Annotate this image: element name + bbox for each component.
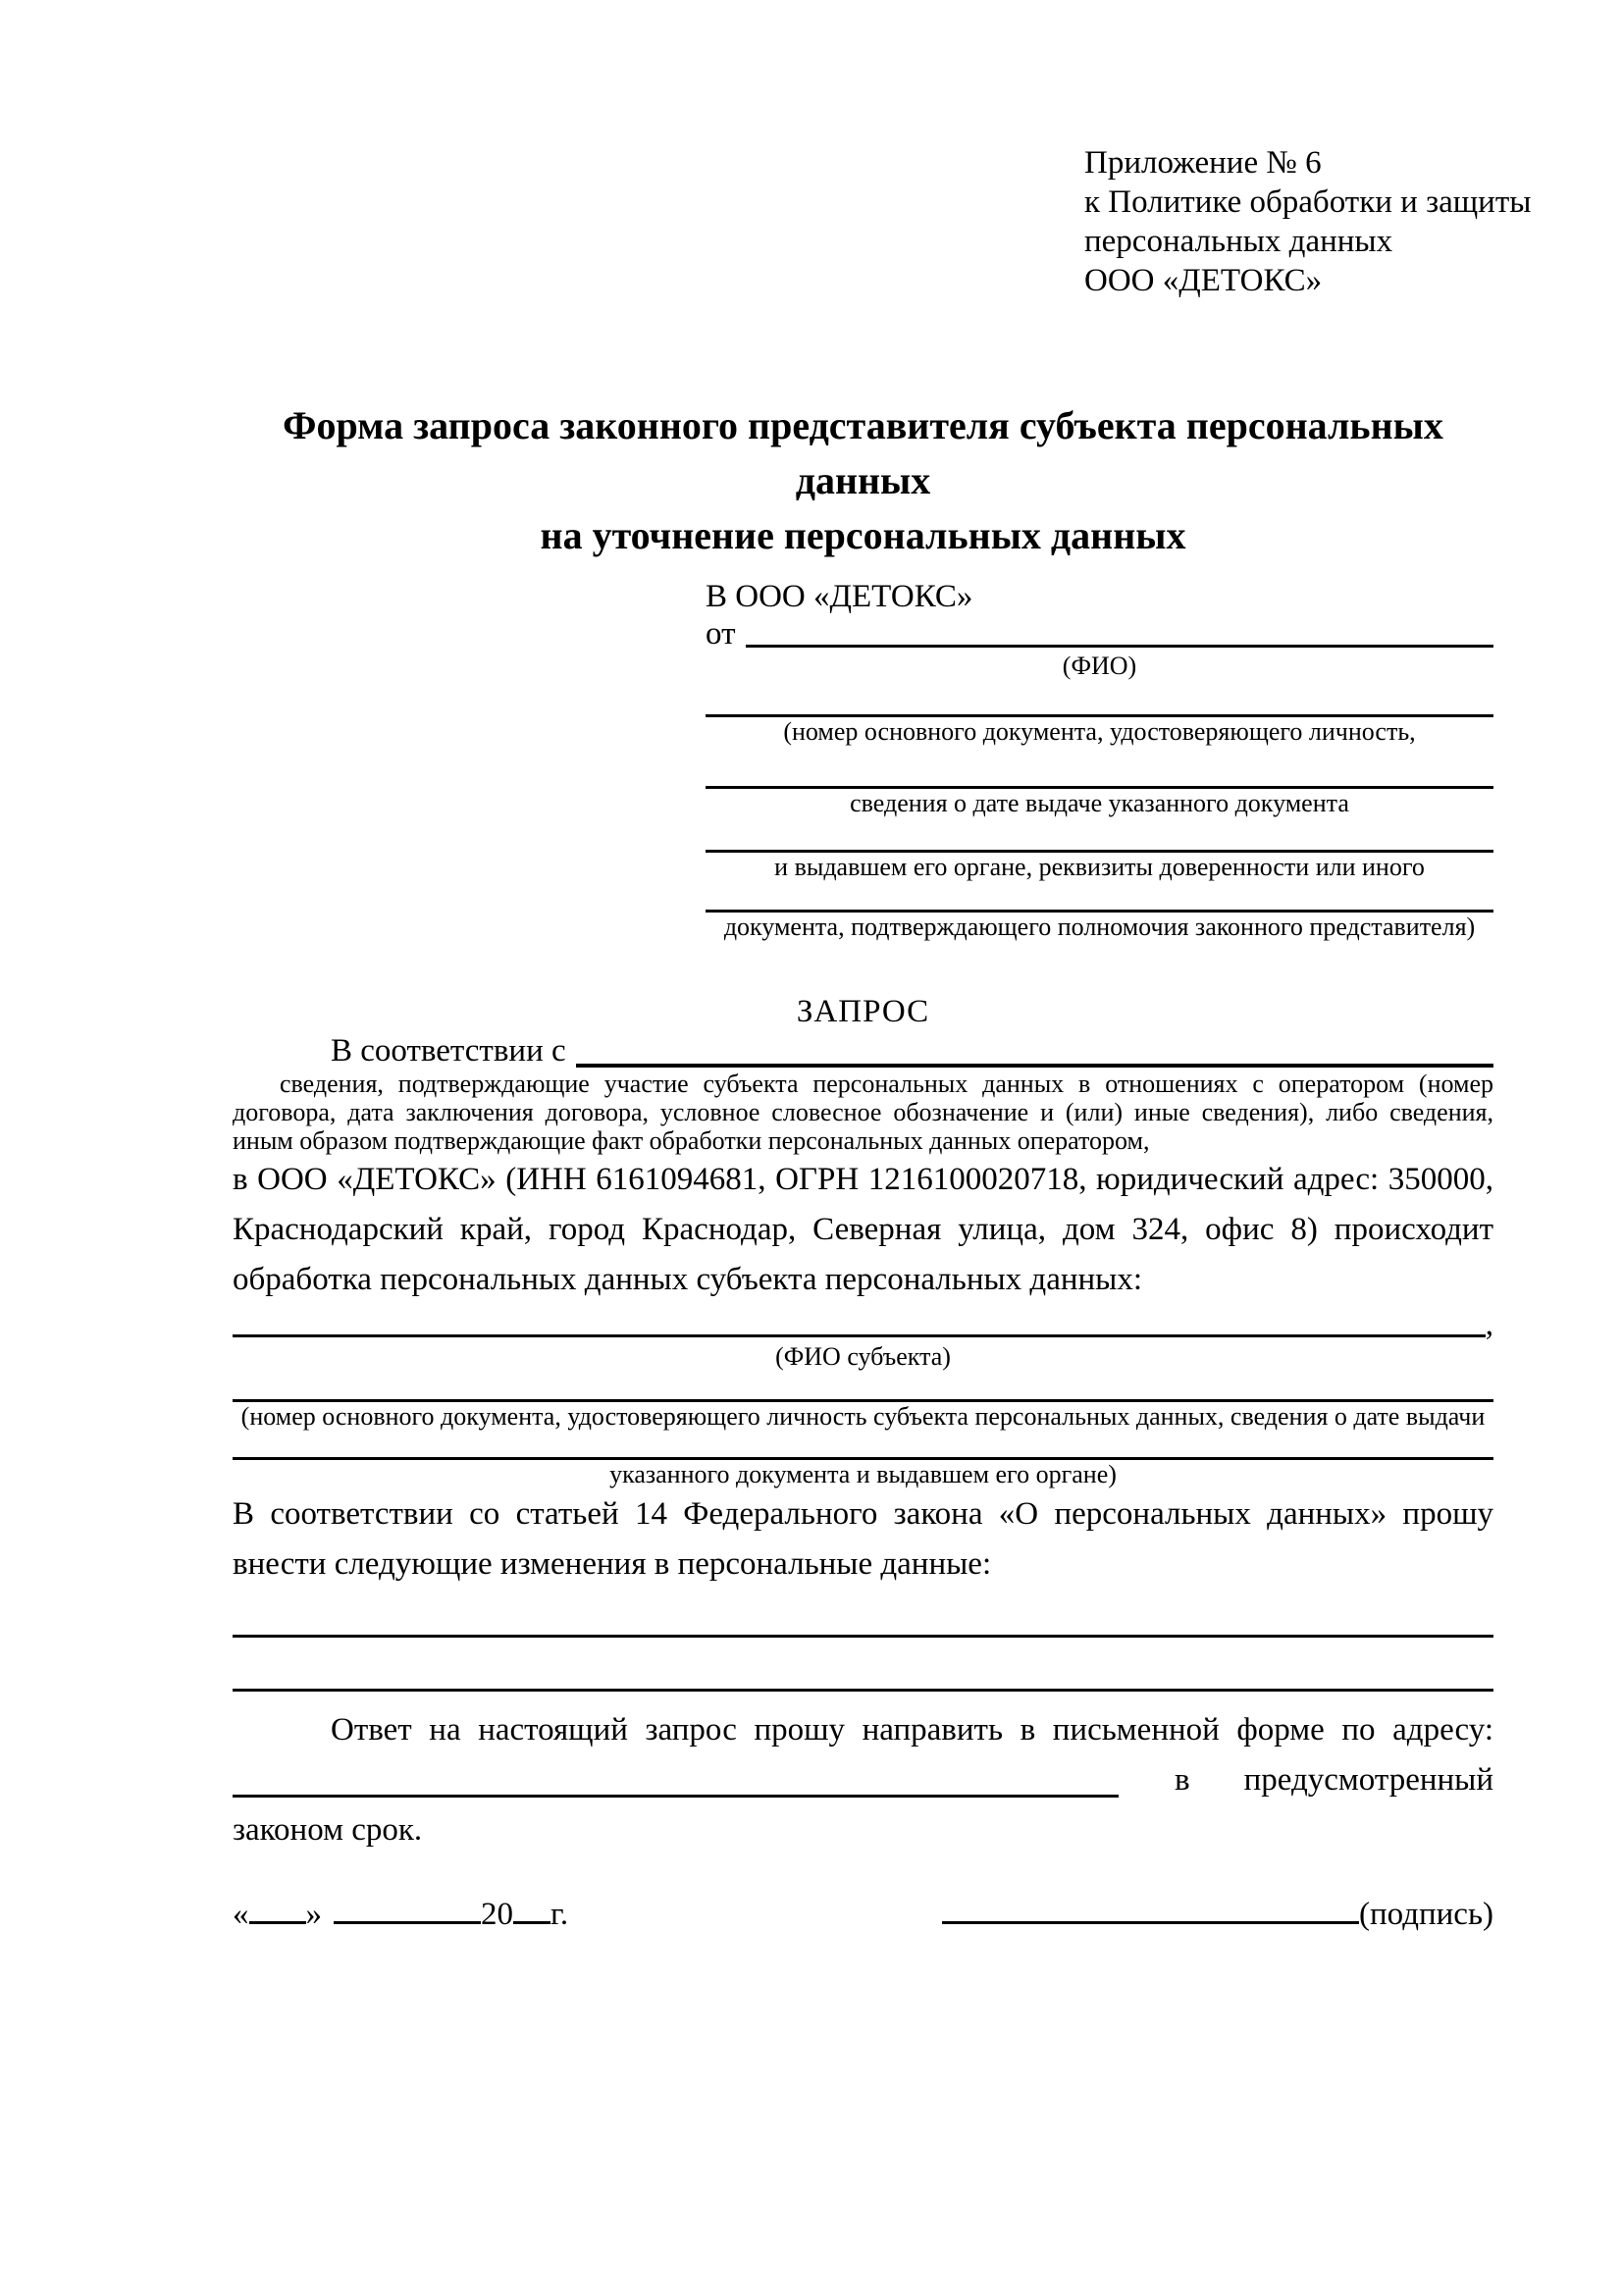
subject-doc-caption: (номер основного документа, удостоверяющего личность субъекта персональных данных, сведения о дате выдачи — [240, 1402, 1486, 1431]
day-blank-line — [249, 1889, 306, 1924]
signature-caption: (подпись) — [1359, 1897, 1493, 1932]
subject-fio-caption: (ФИО субъекта) — [775, 1342, 951, 1371]
signature-blank-line — [942, 1889, 1359, 1924]
quote-close: » — [305, 1897, 322, 1932]
request-heading: ЗАПРОС — [796, 994, 930, 1029]
blank-field-line — [233, 1638, 1493, 1692]
operator-paragraph: в ООО «ДЕТОКС» (ИНН 6161094681, ОГРН 1216100020718, юридический адрес: 350000, Краснодарский край, город Краснодар, Северная улица, дом 324, офис 8) происходит обработка персональных данных субъекта персональных данных: — [233, 1162, 1493, 1297]
fio-blank-line — [746, 645, 1494, 648]
blank-field-line — [233, 1334, 1486, 1337]
trailing-comma: , — [1485, 1307, 1493, 1342]
doc-caption: сведения о дате выдаче указанного документа — [850, 789, 1349, 817]
annex-note-line: ООО «ДЕТОКС» — [1084, 263, 1323, 298]
doc-caption: (номер основного документа, удостоверяющего личность, — [783, 717, 1416, 746]
reply-tail: законом срок. — [233, 1812, 423, 1848]
addressee-block — [706, 577, 1493, 942]
date-group — [233, 1889, 568, 1936]
month-blank-line — [334, 1889, 481, 1924]
annex-note-line: персональных данных — [1084, 224, 1393, 259]
year-suffix: г. — [550, 1897, 569, 1932]
reply-lead: Ответ на настоящий запрос прошу направить в письменной форме по адресу: — [331, 1712, 1493, 1748]
year-blank-line — [513, 1889, 550, 1924]
reply-address-row — [233, 1755, 1493, 1805]
document-title — [233, 398, 1493, 563]
blank-field-line — [706, 747, 1493, 789]
annex-note-line: Приложение № 6 — [1084, 145, 1322, 181]
year-prefix: 20 — [481, 1897, 513, 1932]
fio-caption: (ФИО) — [1062, 652, 1137, 680]
from-label: от — [706, 616, 736, 652]
document-title-line: Форма запроса законного представителя субъекта персональных данных — [283, 403, 1443, 502]
blank-field-line — [706, 818, 1493, 853]
date-signature-row — [233, 1889, 1493, 1936]
subject-fio-row — [233, 1307, 1493, 1342]
document-title-line: на уточнение персональных данных — [540, 513, 1186, 557]
doc-caption: и выдавшем его органе, реквизиты доверенности или иного — [774, 853, 1425, 881]
accordance-row — [233, 1032, 1493, 1070]
blank-field-line — [706, 681, 1493, 717]
accordance-lead: В соответствии с — [331, 1033, 566, 1069]
annex-note-line: к Политике обработки и защиты — [1084, 184, 1532, 220]
subject-doc-caption: указанного документа и выдавшем его органе) — [609, 1460, 1117, 1488]
blank-field-line — [706, 882, 1493, 913]
accordance-footnote: сведения, подтверждающие участие субъекта персональных данных в отношениях с оператором (номер договора, дата заключения договора, условное словесное обозначение и (или) иные сведения), либо сведения, иным образом подтверждающие факт обработки персональных данных оператором, — [233, 1070, 1493, 1155]
from-row — [706, 616, 1493, 652]
signature-group — [942, 1889, 1493, 1936]
blank-field-line — [233, 1432, 1493, 1460]
reply-word: предусмотренный — [1243, 1762, 1493, 1798]
reply-word: в — [1175, 1762, 1190, 1798]
annex-note — [1084, 143, 1532, 300]
addressee-to: В ООО «ДЕТОКС» — [706, 579, 973, 614]
blank-field-line — [233, 1590, 1493, 1638]
address-blank-line — [233, 1795, 1119, 1798]
blank-field-line — [233, 1372, 1493, 1402]
law-paragraph: В соответствии со статьей 14 Федерального закона «О персональных данных» прошу внести следующие изменения в персональные данные: — [233, 1496, 1493, 1582]
blank-field-line — [576, 1064, 1493, 1068]
doc-caption: документа, подтверждающего полномочия законного представителя) — [723, 913, 1476, 941]
quote-open: « — [233, 1897, 249, 1932]
